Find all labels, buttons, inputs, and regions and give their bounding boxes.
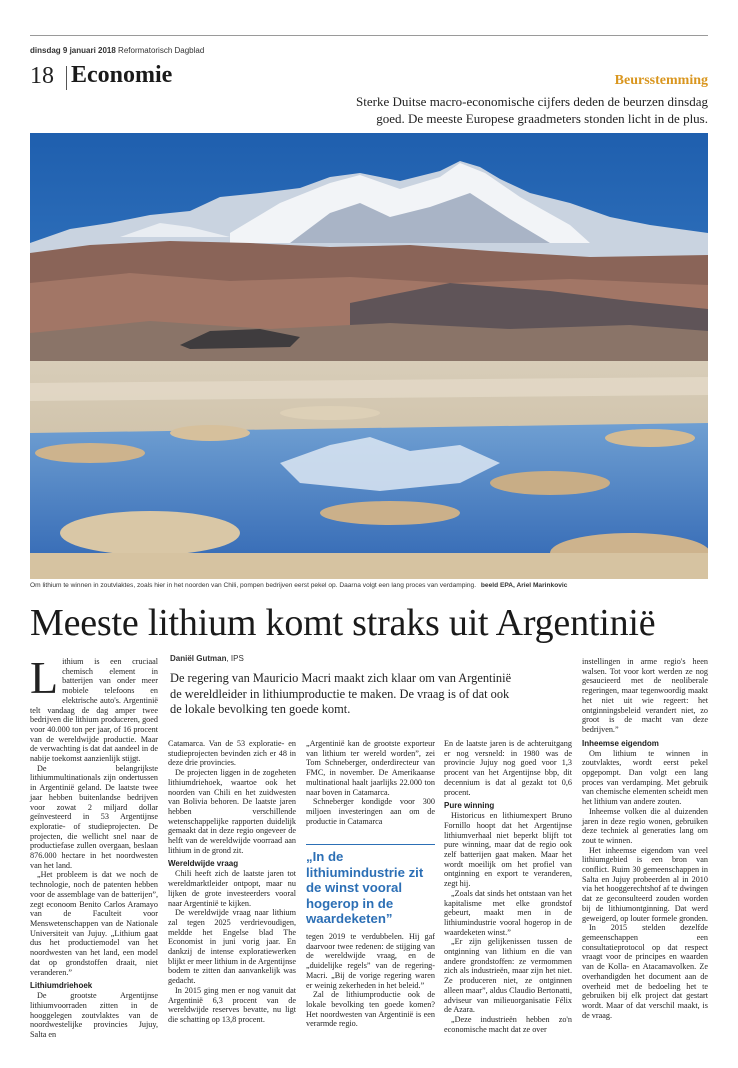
paragraph: instellingen in arme regio's heen walsen. Tot voor kort werden ze nog gesaucieerd met de neoliberale regeringen, maar tegenwoordig maakt het niet uit wie regeert: het ontginningsbeleid verandert niet, zo groot is de macht van deze bedrijven.” — [582, 657, 708, 734]
article-column-5 — [582, 657, 708, 1020]
page-separator — [66, 66, 67, 90]
paragraph: Catamarca. Van de 53 exploratie- en studieprojecten bevinden zich er 48 in deze drie provincies. — [168, 739, 296, 768]
paragraph: Schneberger kondigde voor 300 miljoen investeringen aan om de productie in Catamarca — [306, 797, 435, 826]
dateline — [30, 46, 204, 55]
paragraph: Chili heeft zich de laatste jaren tot wereldmarktleider ontpopt, maar nu lijken de grote investeerders vooral naar Argentinië te kijken. — [168, 869, 296, 908]
subheading-pure-winning: Pure winning — [444, 801, 495, 811]
paragraph: Om lithium te winnen in zoutvlaktes, wordt eerst pekel opgepompt. Dan volgt een lang proces van verdamping. Met gebruik van chemische elementen scheidt men het lithium van andere zouten. — [582, 748, 708, 807]
paragraph: Het inheemse eigendom van veel lithiumgebied is een bron van conflict. Ruim 30 gemeenschappen in Salta en Jujuy probeerden al in 2010 via het hooggerechtshof af te dwingen dat ze geconsulteerd zouden worden bij de lithiumontginning. Dat werd geweigerd, op louter formele gronden. — [582, 845, 708, 923]
drop-cap: L — [30, 652, 59, 703]
byline-agency: , IPS — [226, 654, 244, 663]
photo-caption — [30, 582, 708, 589]
subheading-lithiumdriehoek: Lithiumdriehoek — [30, 981, 93, 991]
paragraph: De belangrijkste lithiummultinationals zijn ondertussen in Argentinië geland. De laatste twee jaar hebben buitenlandse bedrijven voor zowat 2 miljard dollar geïnvesteerd in 53 Argentijnse exploratie- of studieprojecten. De projecten, die wellicht snel naar de productiefase zullen overgaan, beslaan 876.000 hectare in het noordwesten van het land. — [30, 763, 158, 870]
top-rule — [30, 35, 708, 36]
paragraph: De projecten liggen in de zogeheten lithiumdriehoek, waartoe ook het noorden van Chili en het zuidwesten van Bolivia behoren. De laatste jaren hebben verschillende wetenschappelijke rapporten duidelijk gemaakt dat in deze regio ongeveer de helft van de wereldwijde voorraad aan lithium in de grond zit. — [168, 768, 296, 855]
pull-quote: „In de lithiumindustrie zit de winst vooral hogerop in de waardeketen” — [306, 844, 435, 927]
article-headline: Meeste lithium komt straks uit Argentinië — [30, 602, 656, 644]
caption-text: Om lithium te winnen in zoutvlaktes, zoals hier in het noorden van Chili, pompen bedrijven eerst pekel op. Daarna volgt een lang proces van verdamping. — [30, 582, 477, 589]
article-column-4 — [444, 739, 572, 1034]
article-column-1 — [30, 652, 158, 1040]
subheading-wereldwijde-vraag: Wereldwijde vraag — [168, 859, 239, 869]
subheading-inheemse-eigendom: Inheemse eigendom — [582, 738, 659, 748]
paragraph: tegen 2019 te verdubbelen. Hij gaf daarvoor twee redenen: de stijging van de wereldwijde vraag, en de „duidelijke regels” van de regering-Macri. „Bij de vorige regering waren er weinig zekerheden in het beleid.” — [306, 932, 435, 990]
article-column-2 — [168, 739, 296, 1025]
paragraph: In 2015 stelden dezelfde gemeenschappen een consultatieprotocol op dat respect vraagt voor de principes en waarden van de Kolla- en Atacamavolken. Ze overhandigden het document aan de overheid met de bedoeling het te gebruiken bij elk project dat gestart wordt. Maar of dat verschil maakt, is de vraag. — [582, 923, 708, 1020]
page-number: 18 — [30, 63, 54, 89]
paragraph: Zal de lithiumproductie ook de lokale bevolking ten goede komen? Het noordwesten van Argentinië is een verarmde regio. — [306, 990, 435, 1029]
paragraph: De grootste Argentijnse lithiumvoorraden zitten in de hooggelegen zoutvlaktes van de noordwestelijke provincies Jujuy, Salta en — [30, 991, 158, 1040]
paragraph: Inheemse volken die al duizenden jaren in deze regio wonen, gebruiken deze techniek al generaties lang om zout te winnen. — [582, 806, 708, 845]
paragraph: De wereldwijde vraag naar lithium zal tegen 2025 verdrievoudigen, meldde het Engelse blad The Economist in juni vorig jaar. En dankzij de intense exploratiewerken blijkt er meer lithium in de Argentijnse bodem te zitten dan aanvankelijk was gedacht. — [168, 908, 296, 986]
beursstemming-text: Sterke Duitse macro-economische cijfers deden de beurzen dinsdag goed. De meeste Europese graadmeters stonden licht in de plus. — [356, 94, 708, 126]
issue-date: dinsdag 9 januari 2018 — [30, 46, 116, 55]
article-intro: De regering van Mauricio Macri maakt zich klaar om van Argentinië de wereldleider in lithiumproductie te maken. De vraag is of dat ook de lokale bevolking ten goede komt. — [170, 671, 512, 716]
paragraph: „Het probleem is dat we noch de technologie, noch de patenten hebben voor de assemblage van de batterijen”, zegt econoom Benito Carlos Aramayo van de Faculteit voor Menswetenschappen van de Nationale Universiteit van Jujuy. „Lithium gaat dus het productiemodel van het noordwesten van het land, een model dat op grondstoffen draait, niet veranderen.” — [30, 870, 158, 977]
beursstemming-title: Beursstemming — [614, 73, 708, 88]
byline-author: Daniël Gutman — [170, 654, 227, 663]
paragraph: „Er zijn gelijkenissen tussen de ontginning van lithium en die van andere grondstoffen: ze vermommen zich als industrieën, maar zijn het niet. Ze produceren niet, ze ontginnen alleen maar”, aldus Claudio Bertonatti, adviseur van milieuorganisatie Félix de Azara. — [444, 937, 572, 1015]
byline — [170, 654, 244, 663]
paper-name: Reformatorisch Dagblad — [118, 46, 205, 55]
paragraph: „Zoals dat sinds het ontstaan van het kapitalisme met elke grondstof gebeurt, maakt men in de lithiumindustrie vooral hogerop in de waardeketen winst.” — [444, 888, 572, 937]
paragraph: „Deze industrieën hebben zo'n economische macht dat ze over — [444, 1014, 572, 1034]
article-column-3-continued — [306, 932, 435, 1029]
section-title: Economie — [71, 62, 173, 88]
paragraph: ithium is een cruciaal chemisch element in batterijen van onder meer mobiele telefoons en elektrische auto's. Argentinië telt vandaag de dag amper twee bedrijven die lithium produceren, goed voor 40.000 ton per jaar, of 16 procent van de wereldwijde productie. Maar de verwachting is dat dat aandeel in de nabije toekomst aanzienlijk stijgt. — [30, 657, 158, 764]
photo-credit: beeld EPA, Ariel Marinkovic — [480, 582, 568, 589]
paragraph: Historicus en lithiumexpert Bruno Fornillo hoopt dat het Argentijnse lithiumverhaal niet beperkt blijft tot pure winning, maar dat de regio ook zelf batterijen gaat maken. Maar het wordt moeilijk om het profiel van ontginning en export te veranderen, zegt hij. — [444, 811, 572, 889]
paragraph: En de laatste jaren is de achteruitgang er nog versneld: in 1980 was de provincie Jujuy nog goed voor 1,3 procent van het Argentijnse bbp, dit decennium is dat al gezakt tot 0,6 procent. — [444, 739, 572, 797]
paragraph: „Argentinië kan de grootste exporteur van lithium ter wereld worden”, zei Tom Schneberger, onderdirecteur van FMC, in november. De Amerikaanse multinational haalt jaarlijks 22.000 ton naar boven in Catamarca. — [306, 739, 435, 797]
paragraph: In 2015 ging men er nog vanuit dat Argentinië 6,3 procent van de wereldwijde reserves bevatte, nu ligt die schatting op 13,8 procent. — [168, 985, 296, 1024]
article-column-3 — [306, 739, 435, 826]
salt-flat-photo — [30, 133, 708, 579]
